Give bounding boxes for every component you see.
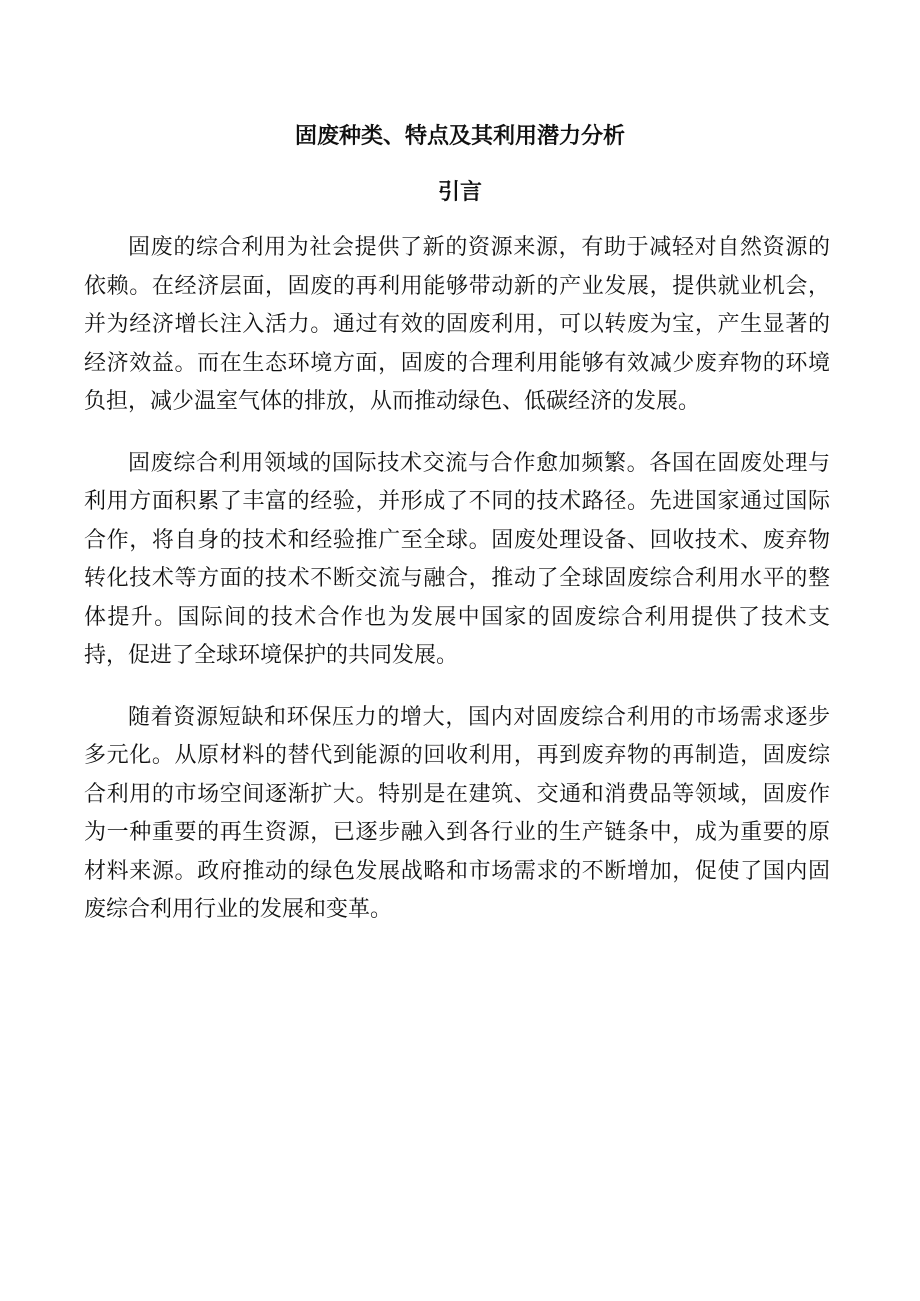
paragraph-3: 随着资源短缺和环保压力的增大，国内对固废综合利用的市场需求逐步多元化。从原材料的替代到能源的回收利用，再到废弃物的再制造，固废综合利用的市场空间逐渐扩大。特别是在建筑、交通和消费品等领域，固废作为一种重要的再生资源，已逐步融入到各行业的生产链条中，成为重要的原材料来源。政府推动的绿色发展战略和市场需求的不断增加，促使了国内固废综合利用行业的发展和变革。 [84, 704, 830, 922]
document-body [84, 229, 830, 953]
section-heading-introduction: 引言 [437, 179, 482, 205]
paragraph-1: 固废的综合利用为社会提供了新的资源来源，有助于减轻对自然资源的依赖。在经济层面，固废的再利用能够带动新的产业发展，提供就业机会，并为经济增长注入活力。通过有效的固废利用，可以转废为宝，产生显著的经济效益。而在生态环境方面，固废的合理利用能够有效减少废弃物的环境负担，减少温室气体的排放，从而推动绿色、低碳经济的发展。 [84, 235, 830, 414]
paragraph-2: 固废综合利用领域的国际技术交流与合作愈加频繁。各国在固废处理与利用方面积累了丰富的经验，并形成了不同的技术路径。先进国家通过国际合作，将自身的技术和经验推广至全球。固废处理设备、回收技术、废弃物转化技术等方面的技术不断交流与融合，推动了全球固废综合利用水平的整体提升。国际间的技术合作也为发展中国家的固废综合利用提供了技术支持，促进了全球环境保护的共同发展。 [84, 450, 830, 668]
document-title: 固废种类、特点及其利用潜力分析 [294, 123, 625, 149]
